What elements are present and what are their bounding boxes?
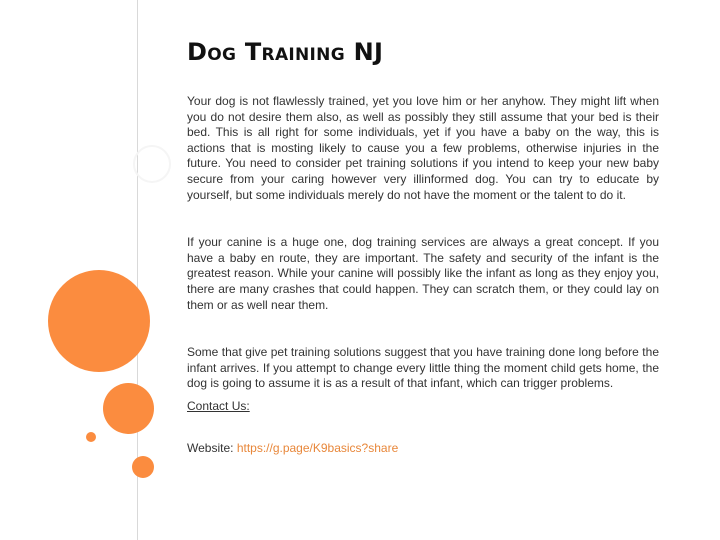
- decorative-circle-medium: [103, 383, 154, 434]
- paragraph-3: Some that give pet training solutions suggest that you have training done long before the infant arrives. If you attempt to change every little thing the moment child gets home, the dog is going to assume it is as a result of that infant, which can trigger problems.: [187, 345, 659, 391]
- decorative-ring: [133, 145, 171, 183]
- website-link[interactable]: https://g.page/K9basics?share: [236, 440, 399, 455]
- decorative-circle-small: [132, 456, 154, 478]
- paragraph-1: Your dog is not flawlessly trained, yet you love him or her anyhow. They might lift when you do not desire them also, as well as possibly they still assume that your bed is their bed. This is all right for some individuals, yet if you have a baby on the way, this is actions that is mosting likely to cause you a few problems, otherwise injuries in the future. You need to consider pet training solutions if you intend to keep your new baby secure from your caring however very illinformed dog. You can try to educate by yourself, but some individuals merely do not have the moment or the talent to do it.: [187, 94, 659, 202]
- decorative-circle-large: [48, 270, 150, 372]
- slide-content: [187, 36, 659, 456]
- contact-us-link[interactable]: Contact Us:: [187, 398, 250, 413]
- slide-title: Dog Training NJ: [187, 38, 384, 66]
- website-label: Website:: [187, 440, 234, 455]
- website-line: [187, 440, 659, 456]
- paragraph-2: If your canine is a huge one, dog training services are always a great concept. If you have a baby en route, they are important. The safety and security of the infant is the greatest reason. While your canine will possibly like the infant as long as they enjoy you, there are many crashes that could happen. They can scratch them, or they could lay on them or as well near them.: [187, 235, 659, 312]
- decorative-circle-tiny: [86, 432, 96, 442]
